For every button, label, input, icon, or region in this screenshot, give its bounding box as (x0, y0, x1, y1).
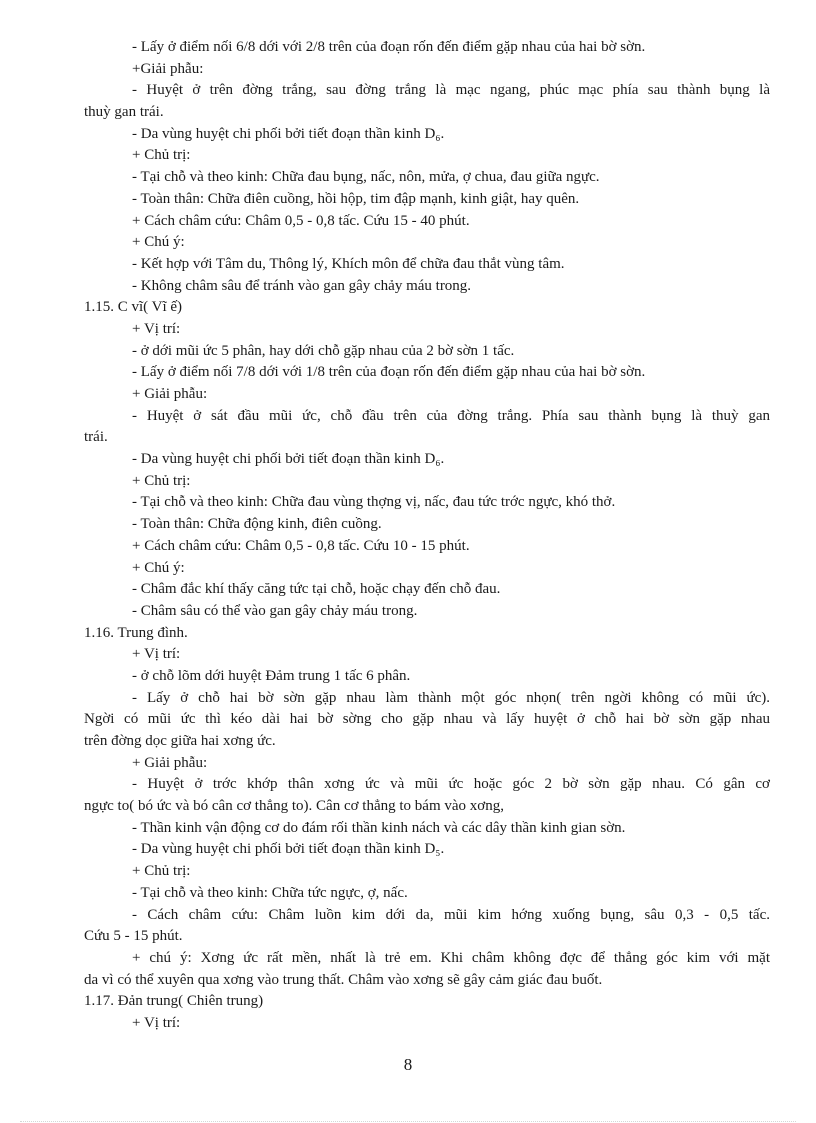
text-line: - Tại chỗ và theo kinh: Chữa đau vùng thợng vị, nấc, đau tức trớc ngực, khó thở. (132, 494, 616, 511)
section-subheading: + Chủ trị: (132, 863, 191, 880)
section-subheading: + Giải phẫu: (132, 754, 208, 771)
text-line: - Châm sâu có thể vào gan gây chảy máu trong. (132, 602, 418, 619)
text-line: - Không châm sâu để tránh vào gan gây chảy máu trong. (132, 277, 472, 294)
text-line: - ở chỗ lõm dới huyệt Đảm trung 1 tấc 6 phân. (132, 667, 411, 684)
text-line: - Thần kinh vận động cơ do đám rối thần kinh nách và các dây thần kinh gian sờn. (132, 819, 626, 836)
text-line: - Kết hợp với Tâm du, Thông lý, Khích môn để chữa đau thắt vùng tâm. (132, 255, 565, 272)
page-number: 8 (403, 1055, 413, 1074)
section-heading: 1.17. Đản trung( Chiên trung) (84, 993, 264, 1010)
text-line: - Lấy ở điểm nối 6/8 dới với 2/8 trên của đoạn rốn đến điểm gặp nhau của hai bờ sờn. (132, 39, 646, 55)
section-heading: 1.16. Trung đình. (84, 624, 188, 641)
section-subheading: + Chủ trị: (132, 147, 191, 164)
text-line: da vì có thể xuyên qua xơng vào trung thất. Châm vào xơng sẽ gây cảm giác đau buốt. (84, 971, 603, 988)
text-line: - Huyệt ở trớc khớp thân xơng ức và mũi ức hoặc góc 2 bờ sờn gặp nhau. Có gân cơ (132, 776, 770, 793)
section-subheading: + Vị trí: (132, 320, 181, 337)
text-line: - Tại chỗ và theo kinh: Chữa đau bụng, nấc, nôn, mửa, ợ chua, đau giữa ngực. (132, 169, 600, 186)
text-line: trên đờng dọc giữa hai xơng ức. (84, 733, 276, 749)
section-heading: 1.15. C vĩ( Vĩ ế) (84, 299, 183, 316)
text-line: Cứu 5 - 15 phút. (84, 928, 183, 945)
text-line: - Toàn thân: Chữa điên cuồng, hồi hộp, tim đập mạnh, kinh giật, hay quên. (132, 190, 580, 207)
page-bottom-divider (20, 1121, 796, 1122)
text-line: - ở dới mũi ức 5 phân, hay dới chỗ gặp nhau của 2 bờ sờn 1 tấc. (132, 342, 515, 359)
text-line: - Da vùng huyệt chi phối bởi tiết đoạn thần kinh D₆. (132, 125, 445, 142)
text-line: - Toàn thân: Chữa động kinh, điên cuồng. (132, 516, 382, 533)
text-line: - Tại chỗ và theo kinh: Chữa tức ngực, ợ, nấc. (132, 884, 408, 901)
section-subheading: + Cách châm cứu: Châm 0,5 - 0,8 tấc. Cứu 10 - 15 phút. (132, 537, 470, 554)
section-subheading: + Chủ trị: (132, 472, 191, 489)
text-line: - Huyệt ở trên đờng trắng, sau đờng trắng là mạc ngang, phúc mạc phía sau thành bụng là (132, 82, 770, 99)
text-line: ngực to( bó ức và bó cân cơ thẳng to). Cân cơ thẳng to bám vào xơng, (84, 798, 504, 815)
text-line: - Huyệt ở sát đầu mũi ức, chỗ đầu trên của đờng trắng. Phía sau thành bụng là thuỳ gan (132, 407, 770, 424)
section-subheading: + Giải phẫu: (132, 386, 208, 402)
section-subheading: +Giải phẫu: (132, 60, 204, 77)
text-line: - Cách châm cứu: Châm luồn kim dới da, mũi kim hớng xuống bụng, sâu 0,3 - 0,5 tấc. (132, 906, 770, 923)
body-text (84, 37, 770, 1035)
text-line: - Lấy ở chỗ hai bờ sờn gặp nhau làm thành một góc nhọn( trên ngời không có mũi ức). (132, 689, 770, 706)
section-subheading: + Cách châm cứu: Châm 0,5 - 0,8 tấc. Cứu 15 - 40 phút. (132, 212, 470, 229)
text-line: + chú ý: Xơng ức rất mền, nhất là trẻ em. Khi châm không đợc để thẳng góc kim với mặt (132, 949, 770, 966)
text-line: - Da vùng huyệt chi phối bởi tiết đoạn thần kinh D₅. (132, 841, 445, 858)
text-line: - Lấy ở điểm nối 7/8 dới với 1/8 trên của đoạn rốn đến điểm gặp nhau của hai bờ sờn. (132, 364, 646, 381)
text-line: trái. (84, 429, 108, 446)
text-line: Ngời có mũi ức thì kéo dài hai bờ sờng cho gặp nhau và lấy huyệt ở chỗ hai bờ sờn gặp nhau (84, 711, 770, 728)
section-subheading: + Chú ý: (132, 559, 185, 576)
text-line: thuỳ gan trái. (84, 104, 164, 121)
section-subheading: + Vị trí: (132, 646, 181, 663)
text-line: - Châm đắc khí thấy căng tức tại chỗ, hoặc chạy đến chỗ đau. (132, 581, 501, 598)
section-subheading: + Vị trí: (132, 1014, 181, 1031)
section-subheading: + Chú ý: (132, 234, 185, 251)
text-line: - Da vùng huyệt chi phối bởi tiết đoạn thần kinh D₆. (132, 451, 445, 468)
